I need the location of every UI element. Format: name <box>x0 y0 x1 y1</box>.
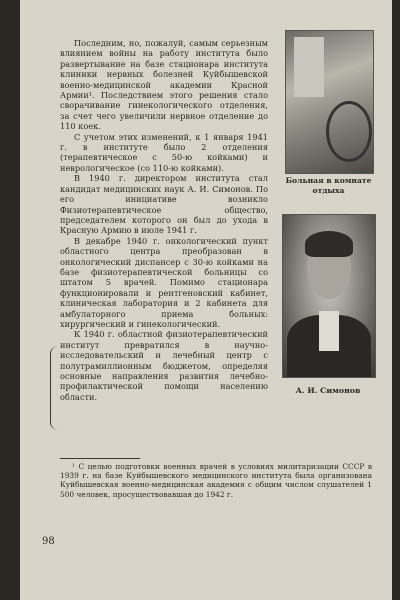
paragraph-5: К 1940 г. областной физиотерапевтический институт превратился в научно-исследовательский и лечебный центр с полутрамиллионным бюджетом, определяя основные направления развития лечебно-профилактической помощи населению области. <box>60 329 268 402</box>
patient-photo-caption: Больная в комнате отдыха <box>285 176 372 195</box>
patient-rest-room-photo <box>285 30 374 174</box>
paragraph-2: С учетом этих изменений, к 1 января 1941 г. в институте было 2 отделения (терапевтическое с 50-ю койками) и неврологическое (со 110-ю койками). <box>60 131 268 173</box>
paragraph-3: В 1940 г. директором института стал кандидат медицинских наук А. И. Симонов. По его инициативе возникло Физиотерапевтическое общество, председателем которого он был до ухода в Красную Армию в июле 1941 г. <box>60 173 268 236</box>
footnote-divider <box>60 458 140 459</box>
simonov-portrait-photo <box>282 214 376 378</box>
paragraph-1: Последним, но, пожалуй, самым серьезным влиянием войны на работу института было развертывание на базе стационара института клиники нервных болезней Куйбышевской военно-медицинской академии Красной Армии¹. Последствием этого решения стало сворачивание гинекологического отделения, за счет чего увеличили нервное отделение до 110 коек. <box>60 38 268 132</box>
footnote <box>60 462 372 499</box>
body-text-column <box>60 38 268 402</box>
book-page <box>20 0 392 600</box>
footnote-text: ¹ С целью подготовки военных врачей в условиях милитаризации СССР в 1939 г. на базе Куйбышевского медицинского института была организована Куйбышевская военно-медицинская академия с общим числом слушателей 1 500 человек, просуществовавшая до 1942 г. <box>60 462 372 499</box>
paragraph-4: В декабре 1940 г. онкологический пункт областного центра преобразован в онкологический диспансер с 30-ю койками на базе физиотерапевтической больницы со штатом 5 врачей. Помимо стационара функционировали и рентгеновский кабинет, клиническая лаборатория и 2 кабинета для амбулаторного приема больных: хирургический и гинекологический. <box>60 235 268 329</box>
page-number: 98 <box>42 536 55 547</box>
margin-bracket-mark <box>50 346 61 430</box>
portrait-caption: А. И. Симонов <box>295 386 361 395</box>
